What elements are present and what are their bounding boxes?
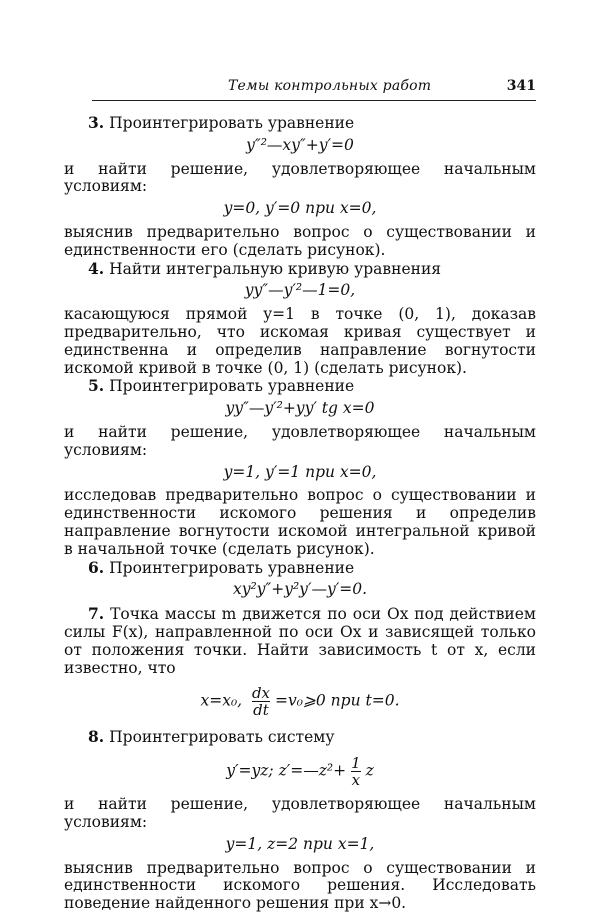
problem-6-number: 6.	[88, 557, 105, 577]
problem-4-number: 4.	[88, 258, 105, 278]
problem-5-number: 5.	[88, 376, 105, 396]
problem-7-number: 7.	[88, 604, 105, 624]
running-header	[92, 78, 536, 101]
header-title: Темы контрольных работ	[228, 78, 432, 94]
problem-5-initial-conditions: y=1, y′=1 при x=0,	[223, 462, 377, 481]
problem-4-tail: касающуюся прямой y=1 в точке (0, 1), доказав предварительно, что искомая кривая существует и единственна и определив направление вогнутости искомой кривой в точке (0, 1) (сделать рисунок).	[64, 305, 536, 377]
problem-5-equation: yy″—y′²+yy′ tg x=0	[225, 399, 375, 418]
problem-5-tail: исследовав предварительно вопрос о существовании и единственности искомого решения и определив направление вогнутости искомой интегральной кривой в начальной точке (сделать рисунок).	[64, 486, 536, 558]
fraction-1-over-x: $\frac{1}{x}$	[351, 754, 361, 790]
problem-5-intro: 5. Проинтегрировать уравнение	[88, 376, 355, 396]
page-number: 341	[506, 78, 536, 94]
problem-4-equation: yy″—y′²—1=0,	[244, 281, 356, 300]
problem-3-initial-conditions: y=0, y′=0 при x=0,	[223, 199, 377, 218]
problem-3-equation: y″²—xy″+y′=0	[246, 135, 354, 154]
problem-3-tail: выяснив предварительно вопрос о существовании и единственности его (сделать рисунок).	[64, 222, 536, 259]
problem-3-intro: 3. Проинтегрировать уравнение	[88, 113, 355, 132]
problem-3-conditions-text: и найти решение, удовлетворяющее начальным условиям:	[64, 159, 536, 196]
problem-8-tail: выяснив предварительно вопрос о существовании и единственности искомого решения. Исследовать поведение найденного решения при x→0.	[64, 858, 536, 913]
problem-8-conditions-text: и найти решение, удовлетворяющее начальным условиям:	[64, 795, 536, 831]
page-body	[64, 114, 536, 913]
problem-8-number: 8.	[88, 727, 105, 747]
problem-8-system: y′=yz; z′=—z²+ $\frac{1}{x}$ z	[226, 754, 374, 790]
problem-7-text: 7. Точка массы m движется по оси Ox под действием силы F(x), направленной по оси Ox и зависящей только от положения точки. Найти зависимость t от x, если известно, что	[64, 604, 536, 677]
problem-7-condition: x=x₀, $\frac{dx}{dt}$ =v₀⩾0 при t=0.	[200, 684, 400, 720]
fraction-dx-dt: $\frac{dx}{dt}$	[251, 684, 271, 720]
problem-8-initial-conditions: y=1, z=2 при x=1,	[225, 834, 375, 853]
problem-4-intro: 4. Найти интегральную кривую уравнения	[88, 258, 442, 278]
problem-3-number: 3.	[88, 113, 105, 132]
problem-6-intro: 6. Проинтегрировать уравнение	[88, 557, 355, 577]
problem-8-intro: 8. Проинтегрировать систему	[88, 727, 335, 747]
problem-6-equation: xy²y″+y²y′—y′=0.	[232, 580, 368, 599]
problem-5-conditions-text: и найти решение, удовлетворяющее начальным условиям:	[64, 422, 536, 459]
